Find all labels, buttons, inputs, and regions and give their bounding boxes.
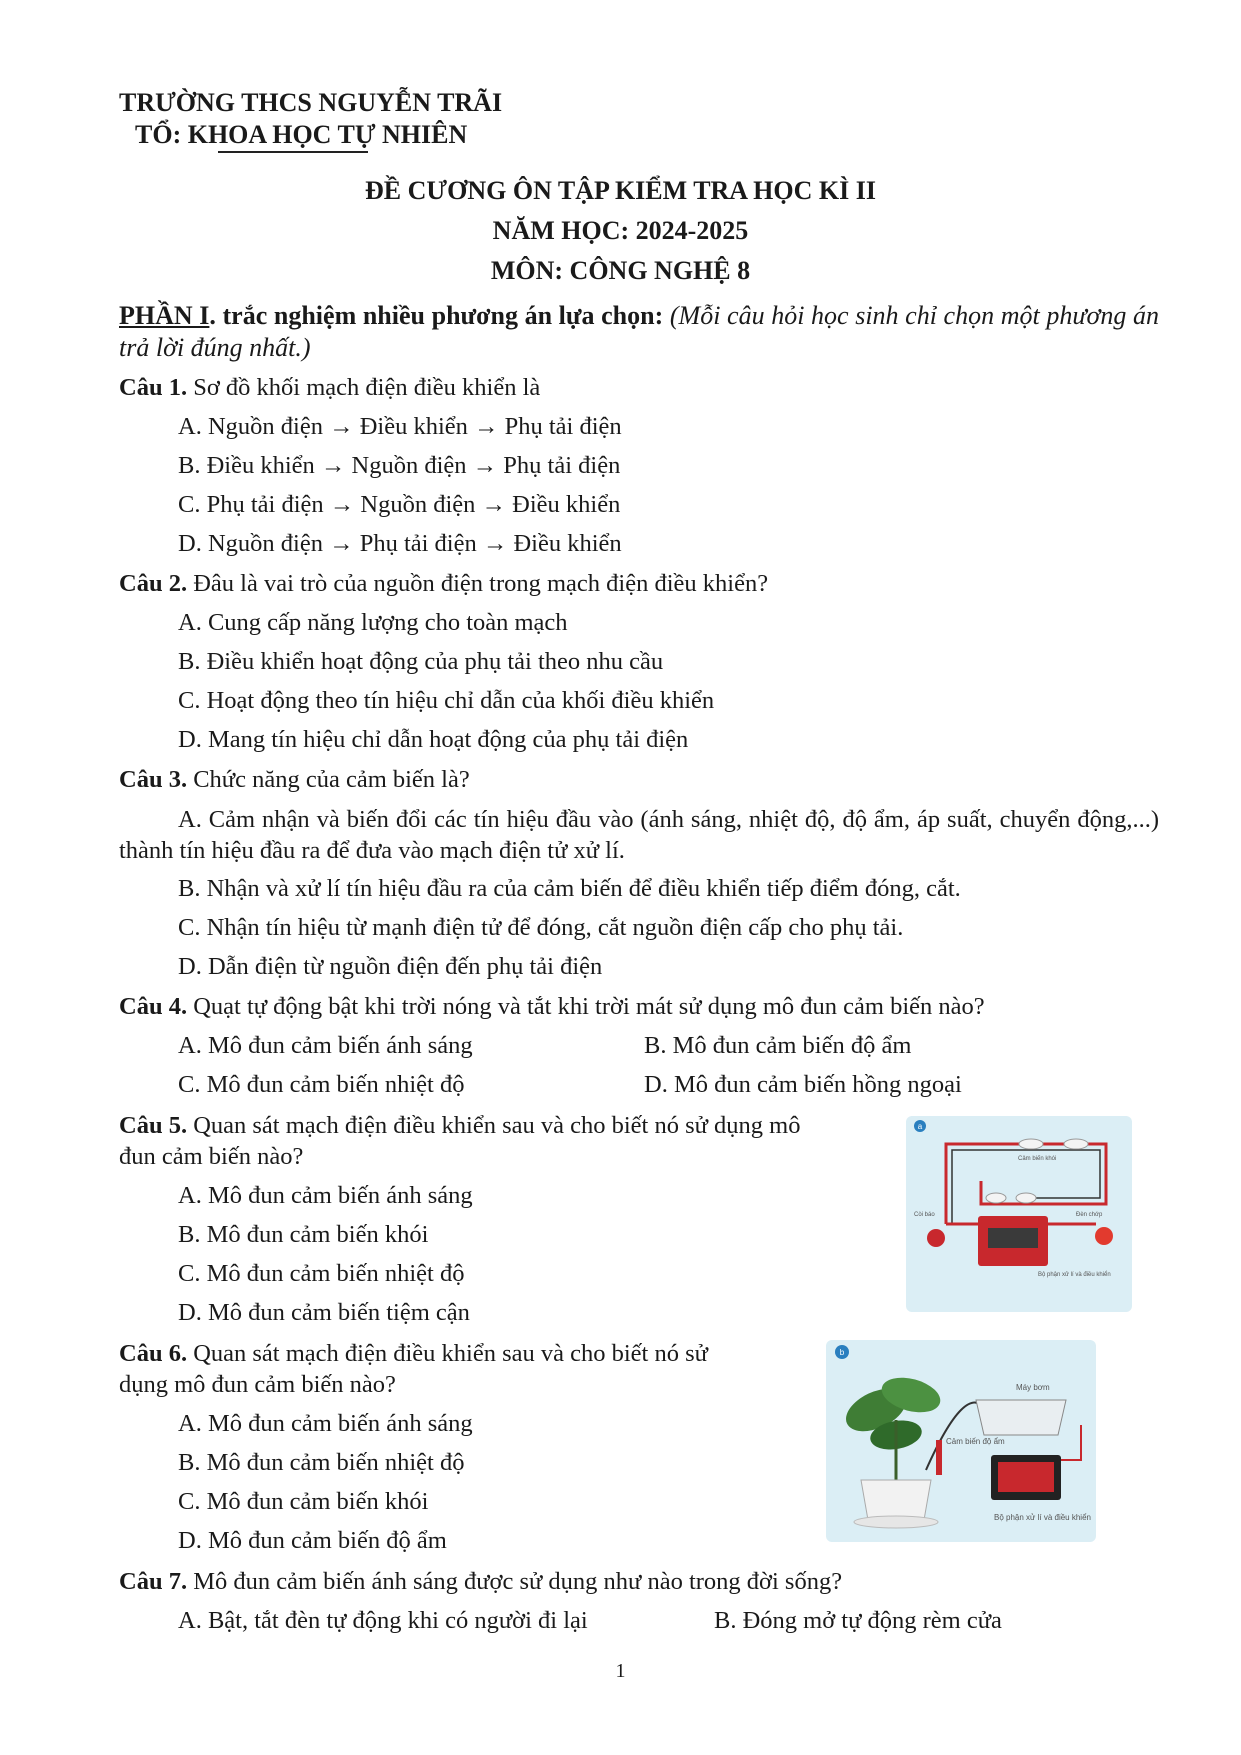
- question-text: Quan sát mạch điện điều khiển sau và cho biết nó sử dụng mô: [187, 1112, 801, 1139]
- q3-option-a: A. Cảm nhận và biến đổi các tín hiệu đầu vào (ánh sáng, nhiệt độ, độ ẩm, áp suất, chuyển động,...) thành tín hiệu đầu ra để đưa vào mạch điện tử xử lí.: [119, 806, 1159, 864]
- q2-option-c: C. Hoạt động theo tín hiệu chỉ dẫn của khối điều khiển: [178, 687, 715, 714]
- q3-option-b: B. Nhận và xử lí tín hiệu đầu ra của cảm biến để điều khiển tiếp điểm đóng, cắt.: [178, 875, 961, 902]
- q4-option-c: C. Mô đun cảm biến nhiệt độ: [178, 1071, 465, 1098]
- question-7: [119, 1566, 842, 1597]
- q4-option-d: D. Mô đun cảm biến hồng ngoại: [644, 1071, 962, 1098]
- question-text: Mô đun cảm biến ánh sáng được sử dụng như nào trong đời sống?: [187, 1568, 843, 1595]
- figure-b-label-sensor: Cảm biến độ ẩm: [946, 1437, 1005, 1446]
- q7-option-a: A. Bật, tắt đèn tự động khi có người đi lại: [178, 1607, 588, 1634]
- page-number: 1: [615, 1660, 626, 1682]
- question-label: Câu 1.: [119, 374, 188, 401]
- q1-option-b: B. Điều khiển → Nguồn điện → Phụ tải điện: [178, 452, 621, 479]
- q1-option-a: A. Nguồn điện → Điều khiển → Phụ tải điện: [178, 413, 622, 440]
- department-underline: [218, 151, 368, 153]
- question-5: [119, 1110, 800, 1141]
- part-1-note: (Mỗi câu hỏi học sinh chỉ chọn một phương án trả lời đúng nhất.): [119, 301, 1159, 362]
- figure-b-label-controller: Bộ phận xử lí và điều khiển: [994, 1513, 1091, 1522]
- figure-b-label-pump: Máy bơm: [1016, 1383, 1050, 1392]
- school-name: TRƯỜNG THCS NGUYỄN TRÃI: [119, 88, 503, 117]
- q2-option-d: D. Mang tín hiệu chỉ dẫn hoạt động của phụ tải điện: [178, 726, 689, 753]
- question-3: [119, 764, 470, 795]
- q5-option-a: A. Mô đun cảm biến ánh sáng: [178, 1182, 473, 1209]
- figure-a-label-sensor: Cảm biến khói: [1018, 1156, 1057, 1162]
- question-text: Quạt tự động bật khi trời nóng và tắt khi trời mát sử dụng mô đun cảm biến nào?: [187, 993, 985, 1020]
- q6-option-a: A. Mô đun cảm biến ánh sáng: [178, 1410, 473, 1437]
- department-name: TỔ: KHOA HỌC TỰ NHIÊN: [135, 120, 468, 149]
- q4-option-b: B. Mô đun cảm biến độ ẩm: [644, 1032, 912, 1059]
- question-5-cont: đun cảm biến nào?: [119, 1143, 304, 1170]
- q3-option-c: C. Nhận tín hiệu từ mạnh điện tử để đóng, cắt nguồn điện cấp cho phụ tải.: [178, 914, 904, 941]
- q5-option-c: C. Mô đun cảm biến nhiệt độ: [178, 1260, 465, 1287]
- part-1-title: . trắc nghiệm nhiều phương án lựa chọn:: [209, 301, 670, 330]
- question-text: Đâu là vai trò của nguồn điện trong mạch điện điều khiển?: [187, 570, 769, 597]
- question-label: Câu 3.: [119, 766, 188, 793]
- q5-option-d: D. Mô đun cảm biến tiệm cận: [178, 1299, 470, 1326]
- figure-a-tag: a: [917, 1122, 923, 1131]
- question-text: Sơ đồ khối mạch điện điều khiển là: [187, 374, 541, 401]
- figure-a-label-siren: Còi báo: [914, 1212, 935, 1218]
- doc-title: ĐỀ CƯƠNG ÔN TẬP KIỂM TRA HỌC KÌ II: [365, 176, 876, 205]
- school-year: NĂM HỌC: 2024-2025: [492, 216, 749, 245]
- q5-option-b: B. Mô đun cảm biến khói: [178, 1221, 429, 1248]
- question-1: [119, 372, 540, 403]
- q6-option-d: D. Mô đun cảm biến độ ẩm: [178, 1527, 447, 1554]
- q1-option-d: D. Nguồn điện → Phụ tải điện → Điều khiển: [178, 530, 622, 557]
- q7-option-b: B. Đóng mở tự động rèm cửa: [714, 1607, 1002, 1634]
- q6-option-b: B. Mô đun cảm biến nhiệt độ: [178, 1449, 465, 1476]
- q6-option-c: C. Mô đun cảm biến khói: [178, 1488, 429, 1515]
- question-label: Câu 6.: [119, 1340, 188, 1367]
- q2-option-a: A. Cung cấp năng lượng cho toàn mạch: [178, 609, 568, 636]
- part-1-label: PHẦN I: [119, 301, 210, 330]
- question-label: Câu 5.: [119, 1112, 188, 1139]
- figure-a-label-controller: Bộ phận xử lí và điều khiển: [1038, 1272, 1111, 1278]
- question-label: Câu 7.: [119, 1568, 188, 1595]
- q4-option-a: A. Mô đun cảm biến ánh sáng: [178, 1032, 473, 1059]
- q2-option-b: B. Điều khiển hoạt động của phụ tải theo nhu cầu: [178, 648, 664, 675]
- part-1-heading: [119, 300, 1159, 364]
- question-4: [119, 991, 985, 1022]
- figure-a-label-strobe: Đèn chớp: [1076, 1212, 1103, 1218]
- figure-b-tag: b: [839, 1348, 845, 1357]
- subject: MÔN: CÔNG NGHỆ 8: [490, 256, 751, 285]
- question-label: Câu 4.: [119, 993, 188, 1020]
- q1-option-c: C. Phụ tải điện → Nguồn điện → Điều khiển: [178, 491, 621, 518]
- question-6: [119, 1338, 708, 1369]
- figure-smoke-alarm-circuit: [906, 1116, 1132, 1312]
- question-label: Câu 2.: [119, 570, 188, 597]
- question-2: [119, 568, 768, 599]
- q3-option-d: D. Dẫn điện từ nguồn điện đến phụ tải điện: [178, 953, 603, 980]
- question-text: Chức năng của cảm biến là?: [187, 766, 470, 793]
- figure-soil-moisture-circuit: [826, 1340, 1096, 1542]
- question-text: Quan sát mạch điện điều khiển sau và cho biết nó sử: [187, 1340, 708, 1367]
- question-6-cont: dụng mô đun cảm biến nào?: [119, 1371, 396, 1398]
